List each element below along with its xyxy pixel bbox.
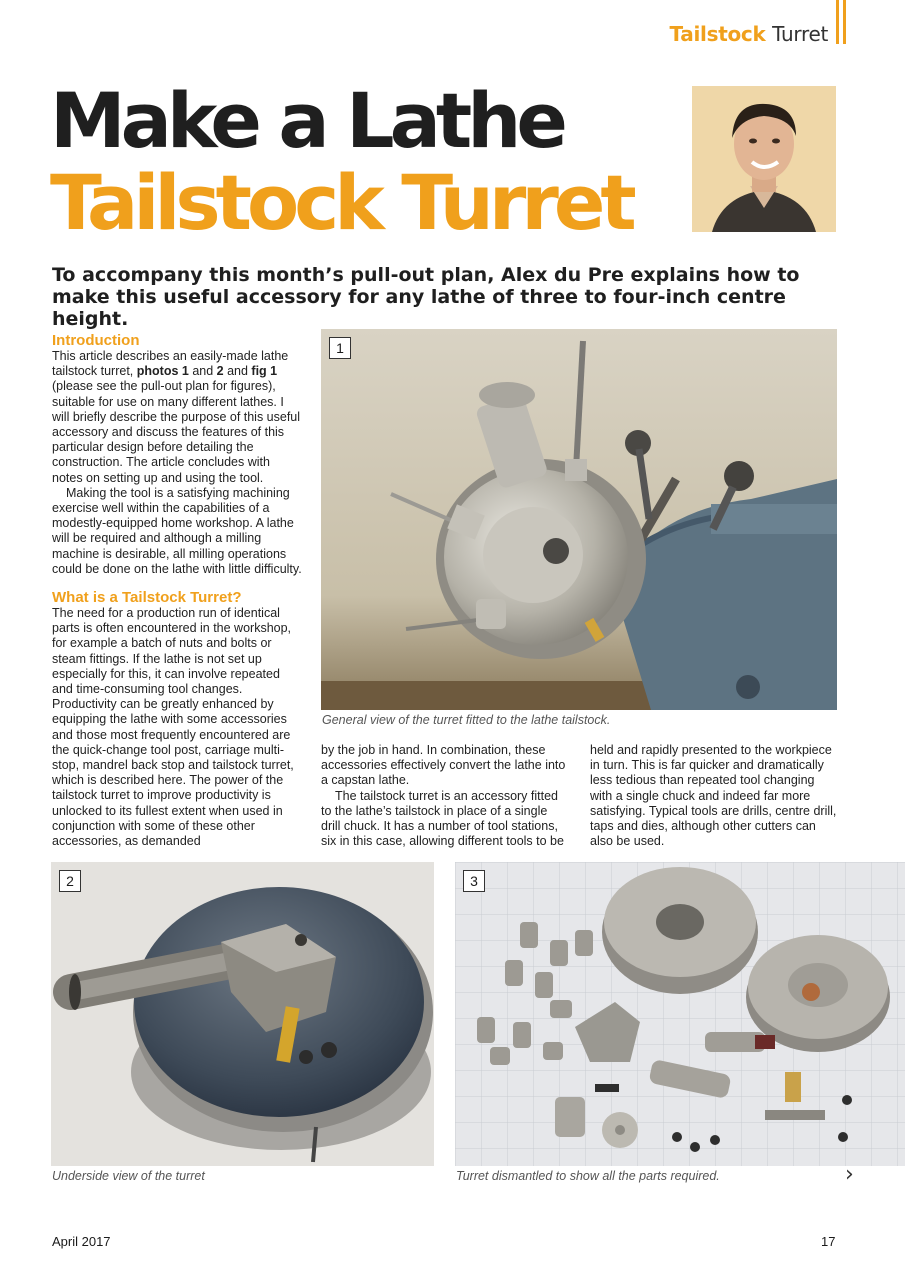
intro-paragraph-2: Making the tool is a satisfying machining exercise well within the capabilities of a modestly-equipped home workshop. A lathe will be required and although a milling machine is desirable, all milling operations could be done on the lathe with little difficulty. [52,485,302,576]
photo-2-number: 2 [59,870,81,892]
photo-3-number: 3 [463,870,485,892]
author-photo [692,86,836,232]
photo-1-number: 1 [329,337,351,359]
running-head [670,22,828,46]
section2-paragraph-1: The need for a production run of identical parts is often encountered in the workshop, for example a batch of nuts and bolts or steam fittings. If the lathe is not set up especially for this, it can involve repeated and time-consuming tool changes. Productivity can be greatly enhanced by equipping the lathe with some accessories and those most frequently encountered are the quick-change tool post, carriage multi-stop, mandrel back stop and tailstock turret, which is described here. The power of the tailstock turret to improve productivity is unlocked to its fullest extent when used in conjunction with some of these other accessories, as demanded [52,606,294,849]
title-line-1: Make a Lathe [50,76,563,165]
photo-1-turret-on-tailstock [321,329,837,710]
page-number: 17 [821,1234,836,1249]
title-line-2: Tailstock Turret [50,158,632,247]
standfirst: To accompany this month’s pull-out plan, Alex du Pre explains how to make this useful accessory for any lathe of three to four-inch centre height. [52,264,800,330]
intro-heading: Introduction [52,332,140,349]
column-3 [590,743,838,849]
running-head-section: Tailstock [669,22,766,46]
chevron-right-icon[interactable]: › [845,1162,854,1187]
section2-paragraph-2-continued: held and rapidly presented to the workpiece in turn. This is far quicker and dramatically less tedious than repeated tool changing with a single chuck and indeed far more satisfying. Typical tools are drills, centre drill, taps and dies, although other cutters can also be used. [590,743,837,849]
photo-3-caption: Turret dismantled to show all the parts required. [456,1169,720,1183]
section2-heading: What is a Tailstock Turret? [52,589,242,607]
column-1 [52,332,302,849]
intro-paragraph-1: This article describes an easily-made lathe tailstock turret, photos 1 and 2 and fig 1 (please see the pull-out plan for figures), suitable for use on many different lathes. I will briefly describe the purpose of this useful accessory and discuss the features of this particular design before detailing the construction. The article concludes with notes on setting up and using the tool. [52,349,301,485]
header-accent-bars [836,0,848,44]
photo-3-turret-parts [455,862,905,1166]
photo-2-turret-underside [51,862,434,1166]
footer-date: April 2017 [52,1234,111,1249]
section2-paragraph-2: The tailstock turret is an accessory fitted to the lathe’s tailstock in place of a single drill chuck. It has a number of tool stations, six in this case, allowing different tools to be [321,788,564,849]
column-2 [321,743,569,849]
section2-paragraph-1-continued: by the job in hand. In combination, these accessories effectively convert the lathe into a capstan lathe. [321,743,566,788]
photo-2-caption: Underside view of the turret [52,1169,205,1183]
running-head-sub: Turret [772,22,828,46]
photo-1-caption: General view of the turret fitted to the lathe tailstock. [322,713,611,727]
